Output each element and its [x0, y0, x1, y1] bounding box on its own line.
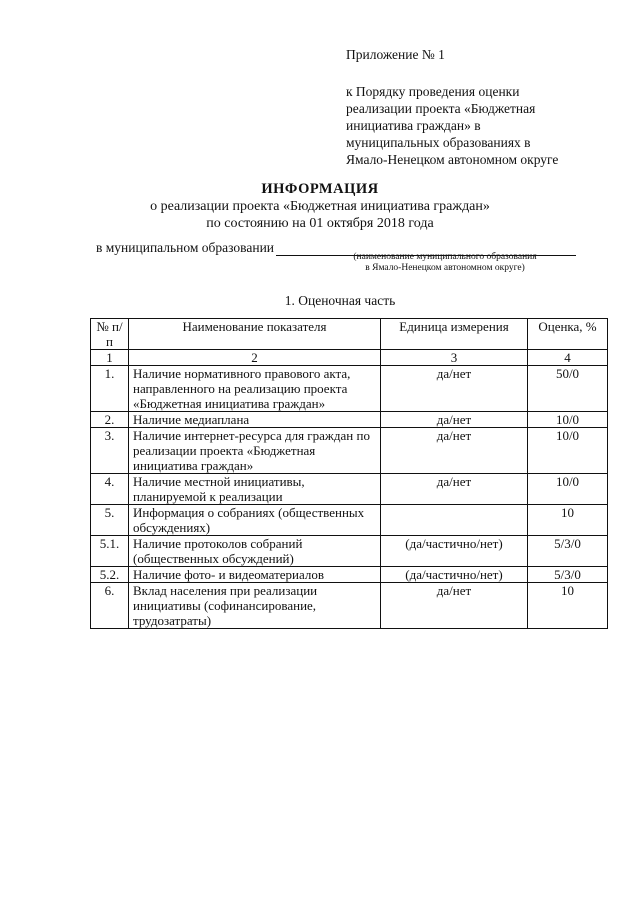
municipality-note-line: (наименование муниципального образования — [353, 252, 537, 262]
table-index-row — [91, 350, 608, 366]
row-score: 10/0 — [528, 412, 608, 428]
row-num: 2. — [91, 412, 129, 428]
row-name: Наличие фото- и видеоматериалов — [129, 567, 381, 583]
row-unit: (да/частично/нет) — [381, 536, 528, 567]
row-score: 10/0 — [528, 474, 608, 505]
table-header-row — [91, 319, 608, 350]
row-name: Вклад населения при реализации инициативы (софинансирование, трудозатраты) — [129, 583, 381, 629]
table-row — [91, 428, 608, 474]
municipality-note — [330, 252, 560, 274]
appendix-line: Ямало-Ненецком автономном округе — [346, 152, 559, 167]
row-name: Наличие местной инициативы, планируемой к реализации — [129, 474, 381, 505]
municipality-note-line: в Ямало-Ненецком автономном округе) — [365, 263, 525, 273]
header-name: Наименование показателя — [129, 319, 381, 350]
document-title: ИНФОРМАЦИЯ — [261, 181, 379, 197]
row-name: Наличие нормативного правового акта, направленного на реализацию проекта «Бюджетная инициатива граждан» — [129, 366, 381, 412]
appendix-line: муниципальных образованиях в — [346, 135, 531, 150]
table-row — [91, 536, 608, 567]
row-num: 1. — [91, 366, 129, 412]
appendix-line: реализации проекта «Бюджетная — [346, 101, 536, 116]
row-unit: да/нет — [381, 412, 528, 428]
row-score: 10/0 — [528, 428, 608, 474]
row-unit — [381, 505, 528, 536]
row-score: 10 — [528, 505, 608, 536]
table-row — [91, 567, 608, 583]
row-score: 5/3/0 — [528, 567, 608, 583]
evaluation-table — [90, 318, 608, 629]
row-name: Наличие интернет-ресурса для граждан по реализации проекта «Бюджетная инициатива граждан» — [129, 428, 381, 474]
municipality-label: в муниципальном образовании — [96, 240, 275, 255]
appendix-block — [346, 46, 616, 168]
row-num: 5. — [91, 505, 129, 536]
document-title-block — [0, 181, 640, 232]
row-unit: (да/частично/нет) — [381, 567, 528, 583]
row-num: 6. — [91, 583, 129, 629]
row-score: 10 — [528, 583, 608, 629]
row-num: 5.1. — [91, 536, 129, 567]
table-row — [91, 412, 608, 428]
index-cell: 1 — [91, 350, 129, 366]
row-unit: да/нет — [381, 583, 528, 629]
row-num: 5.2. — [91, 567, 129, 583]
document-date: по состоянию на 01 октября 2018 года — [206, 216, 434, 231]
header-num: № п/п — [91, 319, 129, 350]
table-row — [91, 505, 608, 536]
row-unit: да/нет — [381, 474, 528, 505]
row-score: 50/0 — [528, 366, 608, 412]
row-num: 4. — [91, 474, 129, 505]
table-row — [91, 474, 608, 505]
row-score: 5/3/0 — [528, 536, 608, 567]
row-name: Наличие медиаплана — [129, 412, 381, 428]
appendix-line: инициатива граждан» в — [346, 118, 481, 133]
document-subtitle: о реализации проекта «Бюджетная инициатива граждан» — [150, 199, 490, 214]
row-num: 3. — [91, 428, 129, 474]
appendix-line: к Порядку проведения оценки — [346, 84, 520, 99]
appendix-heading: Приложение № 1 — [346, 47, 445, 62]
header-unit: Единица измерения — [381, 319, 528, 350]
section-title: 1. Оценочная часть — [284, 293, 396, 308]
row-unit: да/нет — [381, 428, 528, 474]
row-name: Информация о собраниях (общественных обсуждениях) — [129, 505, 381, 536]
index-cell: 4 — [528, 350, 608, 366]
table-row — [91, 583, 608, 629]
row-unit: да/нет — [381, 366, 528, 412]
row-name: Наличие протоколов собраний (общественных обсуждений) — [129, 536, 381, 567]
index-cell: 2 — [129, 350, 381, 366]
table-row — [91, 366, 608, 412]
index-cell: 3 — [381, 350, 528, 366]
header-score: Оценка, % — [528, 319, 608, 350]
